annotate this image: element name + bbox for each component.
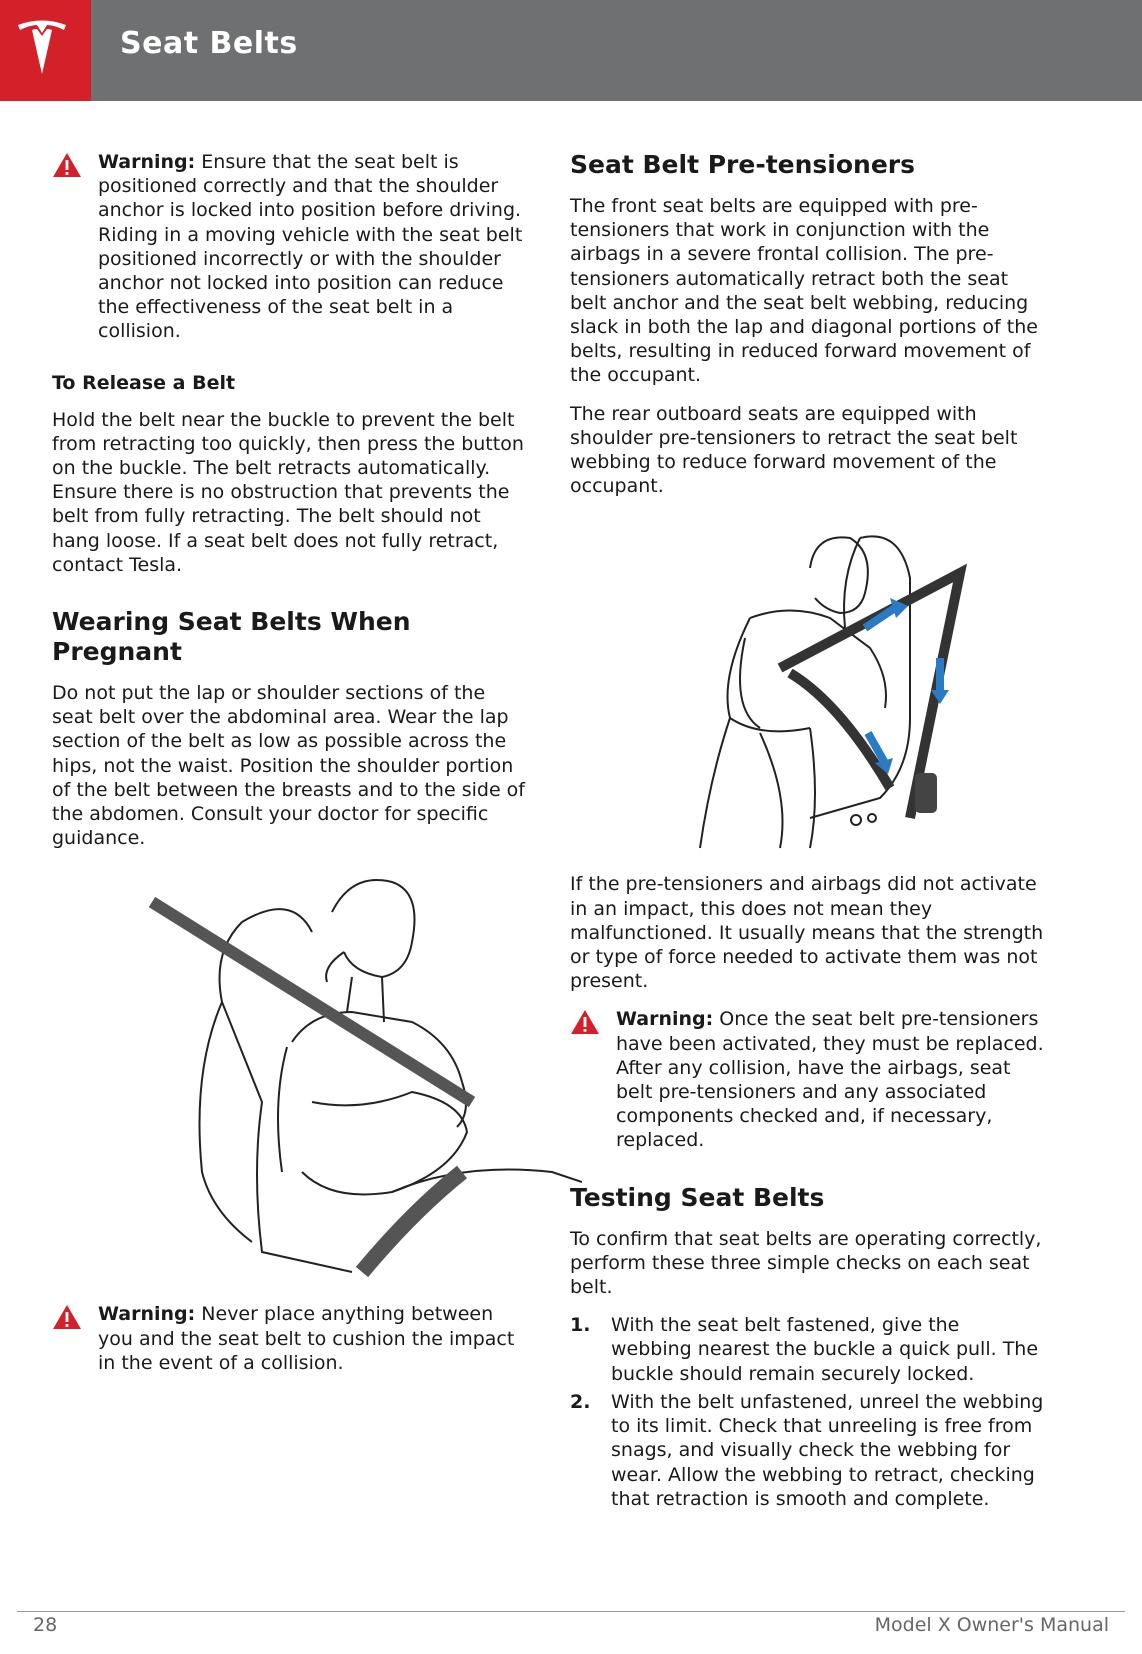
warning-triangle-icon bbox=[52, 152, 82, 178]
pretensioner-illustration bbox=[610, 518, 1030, 858]
step-text: With the belt unfastened, unreel the webbing to its limit. Check that unreeling is free from snags, and visually check the webbing for wear. Allow the webbing to retract, checking that retraction is smooth and complete. bbox=[611, 1390, 1044, 1510]
step-number: 2. bbox=[570, 1390, 591, 1413]
pretensioners-heading: Seat Belt Pre-tensioners bbox=[570, 150, 915, 179]
warning-text: Once the seat belt pre-tensioners have been activated, they must be replaced. After any collision, have the airbags, seat belt pre-tensioners and any associated components checked and, if necessary, replaced. bbox=[616, 1008, 1044, 1152]
release-heading: To Release a Belt bbox=[52, 371, 236, 394]
step-text: With the seat belt fastened, give the webbing nearest the buckle a quick pull. The buckle should remain securely locked. bbox=[611, 1314, 1039, 1385]
page-title: Seat Belts bbox=[120, 26, 298, 61]
brand-logo bbox=[0, 0, 91, 101]
list-item bbox=[570, 1313, 1045, 1386]
warning-block bbox=[52, 1302, 527, 1375]
pretensioners-text: The front seat belts are equipped with pre-tensioners that work in conjunction with the airbags in a severe frontal collision. The pre-tensioners automatically retract both the seat belt anchor and the seat belt webbing, reducing slack in both the lap and diagonal portions of the belts, resulting in reduced forward movement of the occupant. bbox=[570, 195, 1038, 387]
right-column bbox=[570, 150, 1045, 1515]
warning-text: Never place anything between you and the seat belt to cushion the impact in the event of a collision. bbox=[98, 1303, 515, 1374]
release-text: Hold the belt near the buckle to prevent the belt from retracting too quickly, then press the button on the buckle. The belt retracts automatically. Ensure there is no obstruction that prevents the belt from fully retracting. The belt should not hang loose. If a seat belt does not fully retract, contact Tesla. bbox=[52, 408, 524, 576]
testing-heading: Testing Seat Belts bbox=[570, 1182, 825, 1212]
pretensioners-text-rear: The rear outboard seats are equipped with shoulder pre-tensioners to retract the seat belt webbing to reduce forward movement of the occupant. bbox=[570, 402, 1018, 498]
tesla-logo-icon bbox=[14, 17, 70, 77]
warning-label: Warning: bbox=[98, 1303, 196, 1326]
pregnant-seat-belt-illustration bbox=[112, 872, 582, 1282]
list-item bbox=[570, 1390, 1045, 1511]
footer-divider bbox=[17, 1611, 1125, 1612]
warning-label: Warning: bbox=[98, 151, 196, 173]
warning-block bbox=[570, 1007, 1045, 1152]
warning-triangle-icon bbox=[52, 1304, 82, 1330]
manual-name: Model X Owner's Manual bbox=[874, 1614, 1109, 1636]
warning-triangle-icon bbox=[570, 1009, 600, 1035]
step-number: 1. bbox=[570, 1314, 591, 1337]
left-column bbox=[52, 150, 527, 1389]
warning-block bbox=[52, 150, 527, 344]
pregnant-text: Do not put the lap or shoulder sections of the seat belt over the abdominal area. Wear the lap section of the belt as low as possible across the hips, not the waist. Position the shoulder portion of the belt between the breasts and to the side of the abdomen. Consult your doctor for specific guidance. bbox=[52, 682, 525, 850]
warning-text: Ensure that the seat belt is positioned correctly and that the shoulder anchor is locked into position before driving. Riding in a moving vehicle with the seat belt positioned incorrectly or with the shoulder anchor not locked into position can reduce the effectiveness of the seat belt in a collision. bbox=[98, 151, 523, 343]
pretensioners-activation-text: If the pre-tensioners and airbags did not activate in an impact, this does not mean they malfunctioned. It usually means that the strength or type of force needed to activate them was not present. bbox=[570, 873, 1044, 993]
page-number: 28 bbox=[33, 1614, 58, 1636]
pregnant-heading: Wearing Seat Belts When Pregnant bbox=[52, 607, 411, 667]
page-header bbox=[0, 0, 1142, 101]
testing-intro: To confirm that seat belts are operating correctly, perform these three simple checks on each seat belt. bbox=[570, 1227, 1042, 1299]
testing-steps-list bbox=[570, 1313, 1045, 1511]
warning-label: Warning: bbox=[616, 1008, 714, 1031]
